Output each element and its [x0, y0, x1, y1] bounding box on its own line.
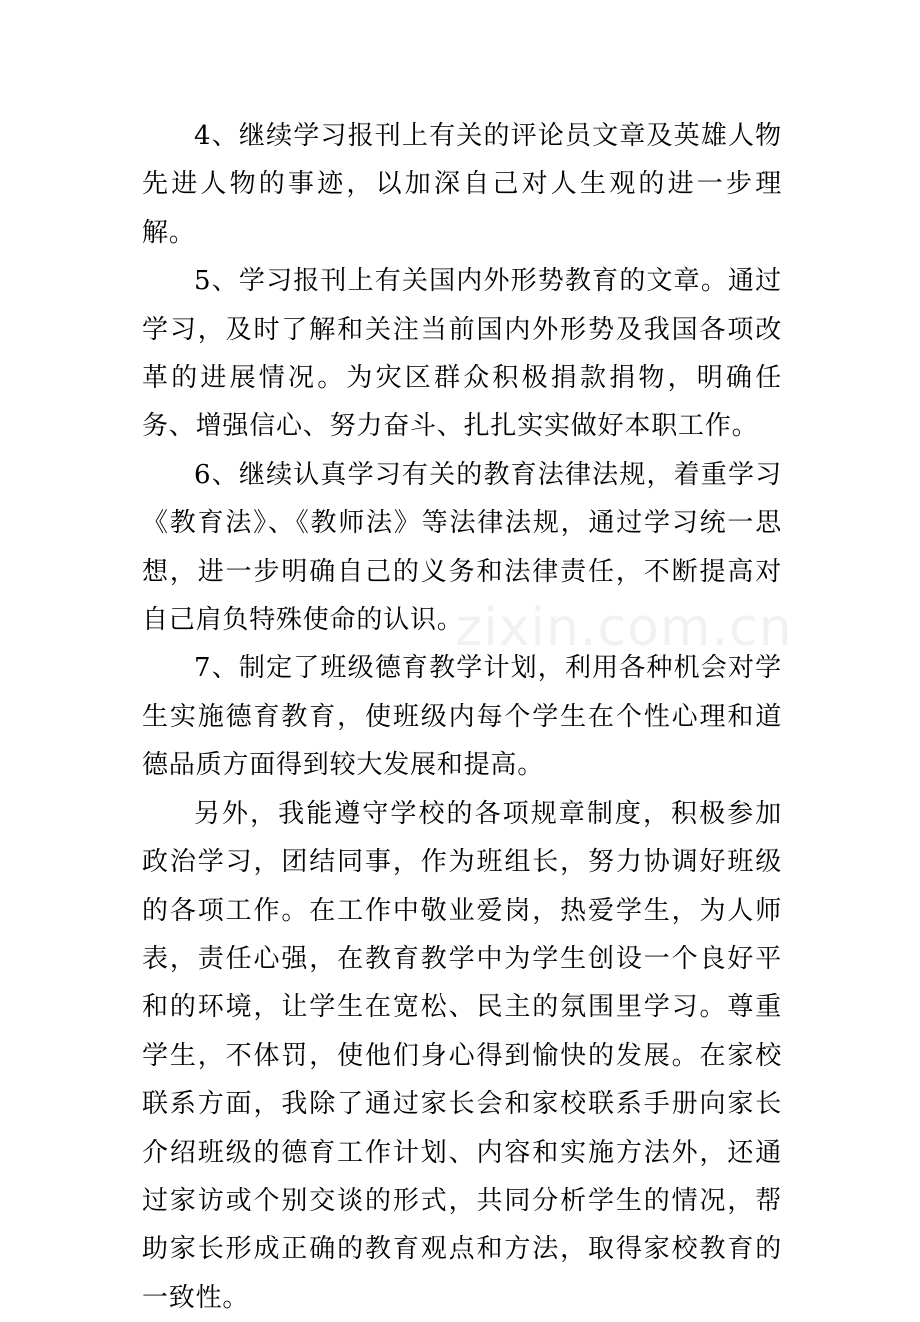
watermark: zixin.com.cn — [455, 598, 793, 658]
paragraph-item-6: 6、继续认真学习有关的教育法律法规，着重学习《教育法》、《教师法》等法律法规，通过学习统一思想，进一步明确自己的义务和法律责任，不断提高对自己肩负特殊使命的认识。 — [142, 459, 782, 636]
paragraph-item-7: 7、制定了班级德育教学计划，利用各种机会对学生实施德育教育，使班级内每个学生在个性心理和道德品质方面得到较大发展和提高。 — [142, 653, 782, 781]
paragraph-additional: 另外，我能遵守学校的各项规章制度，积极参加政治学习，团结同事，作为班组长，努力协调好班级的各项工作。在工作中敬业爱岗，热爱学生，为人师表，责任心强，在教育教学中为学生创设一个良好平和的环境，让学生在宽松、民主的氛围里学习。尊重学生，不体罚，使他们身心得到愉快的发展。在家校联系方面，我除了通过家长会和家校联系手册向家长介绍班级的德育工作计划、内容和实施方法外，还通过家访或个别交谈的形式，共同分析学生的情况，帮助家长形成正确的教育观点和方法，取得家校教育的一致性。 — [142, 798, 782, 1313]
paragraph-item-5: 5、学习报刊上有关国内外形势教育的文章。通过学习，及时了解和关注当前国内外形势及我国各项改革的进展情况。为灾区群众积极捐款捐物，明确任务、增强信心、努力奋斗、扎扎实实做好本职工作。 — [142, 266, 782, 442]
document-body — [142, 112, 782, 1322]
paragraph-item-4: 4、继续学习报刊上有关的评论员文章及英雄人物先进人物的事迹，以加深自己对人生观的进一步理解。 — [142, 121, 782, 248]
